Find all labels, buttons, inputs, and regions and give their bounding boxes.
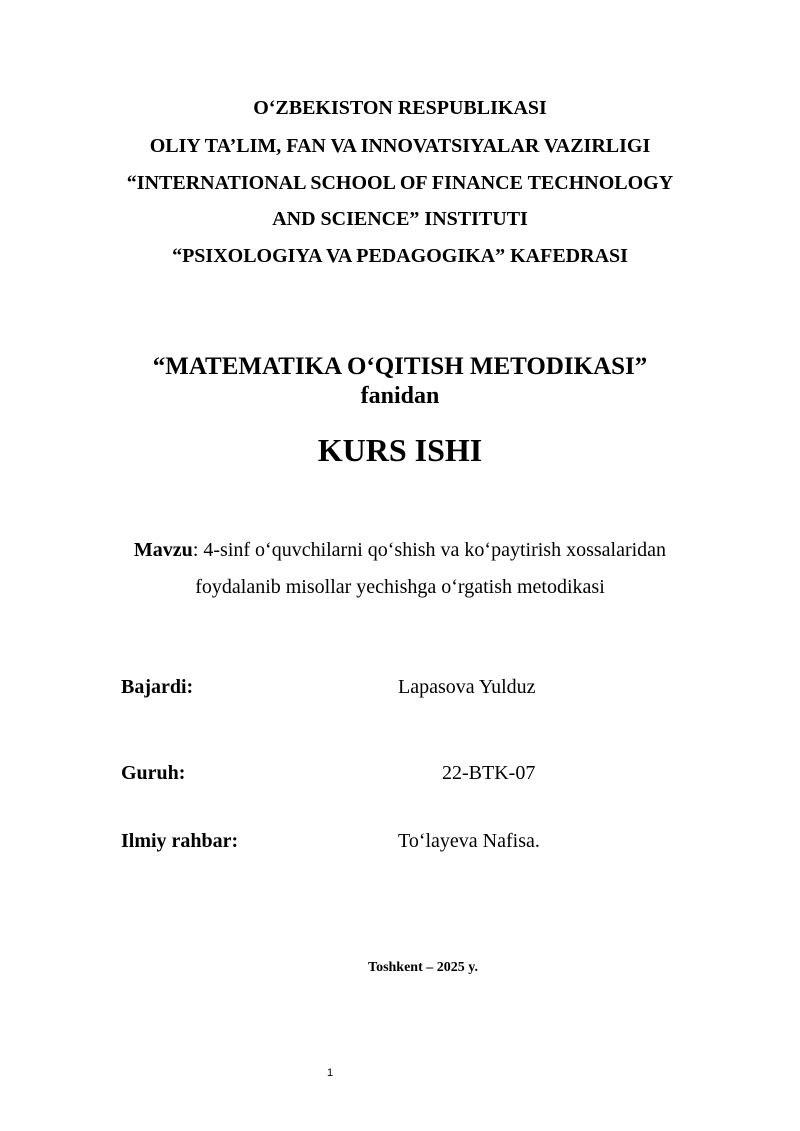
author-value: Lapasova Yulduz [398,676,536,698]
ministry-name: OLIY TA’LIM, FAN VA INNOVATSIYALAR VAZIRLIGI [149,135,651,157]
supervisor-value: To‘layeva Nafisa. [398,830,540,852]
group-label: Guruh: [121,762,186,784]
topic-text-line1: : 4-sinf o‘quvchilarni qo‘shish va ko‘paytirish xossalaridan [192,539,667,561]
topic-line1 [0,538,800,562]
institute-name-line1: “INTERNATIONAL SCHOOL OF FINANCE TECHNOLOGY [126,172,674,194]
page-number: 1 [326,1067,334,1079]
institute-name-line2: AND SCIENCE” INSTITUTI [272,208,528,230]
subject-title: “MATEMATIKA O‘QITISH METODIKASI” [152,353,648,380]
author-label: Bajardi: [121,676,194,698]
supervisor-label: Ilmiy rahbar: [121,830,239,852]
document-type: KURS ISHI [317,432,483,468]
city-year: Toshkent – 2025 y. [368,960,478,975]
department-name: “PSIXOLOGIYA VA PEDAGOGIKA” KAFEDRASI [172,245,628,267]
topic-label: Mavzu [133,539,193,561]
subject-suffix: fanidan [360,383,440,409]
group-value: 22-BTK-07 [442,762,536,784]
country-name: O‘ZBEKISTON RESPUBLIKASI [253,97,547,119]
topic-text-line2: foydalanib misollar yechishga o‘rgatish metodikasi [195,576,605,598]
